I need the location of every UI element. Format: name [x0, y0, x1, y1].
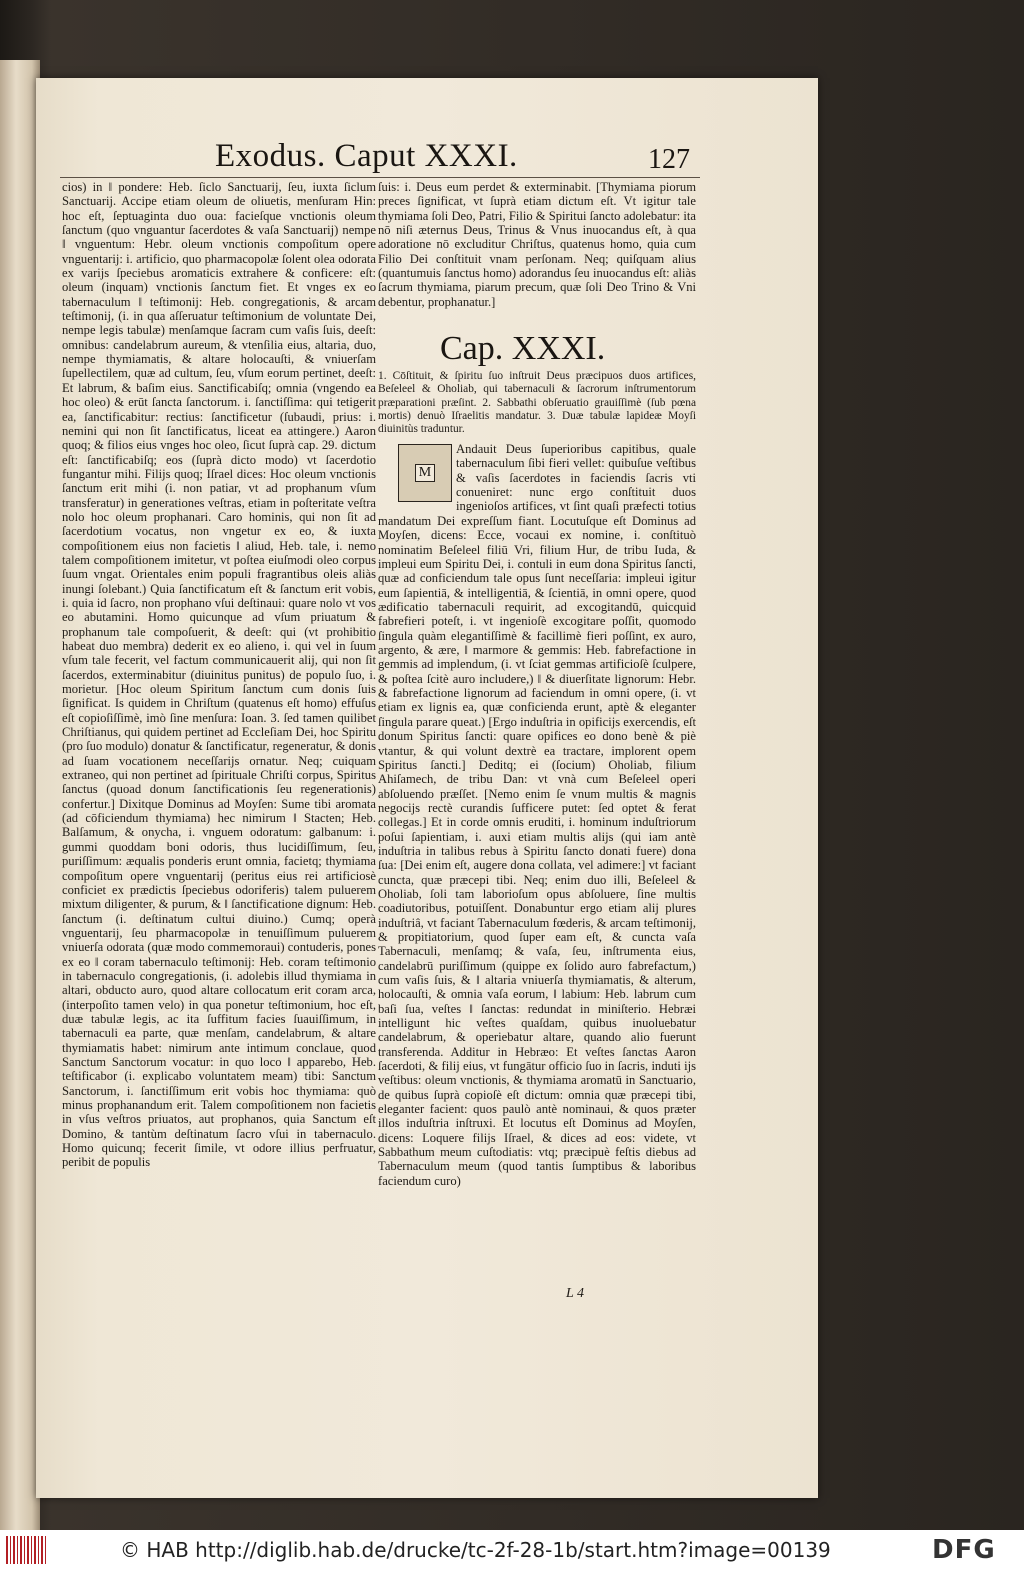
right-column-body-text: mandatum Dei expreſſum fiant. Locutuſque eſt Dominus ad Moyſen, dicens: Ecce, vocaui ex nomine, i. conſtituò nominatim Beſeleel filiū Vri, filium Hur, de tribu Iuda, & impleui eum Spiritu Dei, i. contuli in eum dona Spiritus ſancti, quæ ad conficiendum tale opus ſunt neceſſaria: impleui igitur eum ſapientiā, & intelligentiā, & ſcientiā, in omni opere, quod ædificatio tabernaculi requirit, ad excogitandū, quicquid fabrefieri poteſt, i. vt ingenioſè excogitare poſſit, quomodo ſingula quàm elegantiſſimè & facillimè fieri poſſint, ex auro, argento, & ære, ‖ marmore & gemmis: Heb. fabrefactione in gemmis ad implendum, (i. vt ſciat gemmas artificioſè ſculpere, & poſtea ſcitè auro includere,) ‖ & diuerſitate lignorum: Hebr. & fabrefactione lignorum ad faciendum in omni opere, (i. vt etiam ex lignis ea, quæ conficienda erunt, aptè & eleganter ſingula parare queat.) [Ergo induſtria in opificijs exercendis, eſt donum Spiritus ſancti: quare opifices eo dono benè & piè vtantur, & qui volunt dextrè ea tractare, implorent opem Spiritus ſancti.] Deditq; ei (ſocium) Oholiab, filium Ahiſamech, de tribu Dan: vt vnà cum Beſeleel operi abſoluendo præſſet. [Nemo enim ſe vnum multis & magnis negocijs rectè curandis ſufficere putet: ſed optet & ferat collegas.] Et in corde omnis eruditi, i. hominum induſtriorum poſui ſapientiam, i. auxi etiam multis alijs (qui iam antè induſtria in talibus rebus à Spiritu ſancto donati fuere) dona ſua: [Dei enim eſt, augere dona collata, vel adimere:] vt faciant cuncta, quæ præcepi tibi. Neq; enim duo illi, Beſeleel & Oholiab, ſoli tam laborioſum opus abſoluere, ſine multis coadiutoribus, potuiſſent. Donabuntur ergo etiam alij plures induſtriâ, vt faciant Tabernaculum fœderis, & arcam teſtimonij, & propitiatorium, quod ſuper eam eſt, & cuncta vaſa Tabernaculi, menſamq; & vaſa, ſeu, inſtrumenta eius, candelabrū puriſſimum (quippe ex ſolido auro fabrefactum,) cum vaſis ſuis, & ‖ altaria vniuerſa thymiamatis, & alterum, holocauſti, & omnia vaſa eorum, ‖ labium: Heb. labrum cum baſi ſua, veſtes ‖ ſanctas: redundat in miniſterio. Hebræi intelligunt hic veſtes quaſdam, quibus inuoluebatur candelabrum, & operiebatur altare, quando alio fuerunt transferenda. Additur in Hebræo: Et veſtes ſanctas Aaron ſacerdoti, & filij eius, vt fungātur officio ſuo in ſacris, induti ijs veſtibus: oleum vnctionis, & thymiama aromatū in Sanctuario, de quibus ſuprà copioſè eſt dictum: omnia quæ præcepi tibi, eleganter facient: quos paulò antè nominaui, & quos præter illos induſtria inſtruxi. Et locutus eſt Dominus ad Moyſen, dicens: Loquere filijs Iſrael, & dices ad eos: videte, vt Sabbathum meum cuſtodiatis: vtq; præcipuè feſtis diebus ad Tabernaculum meum (quod tantis ſumptibus & laboribus faciendum curo) [378, 514, 696, 1188]
viewer-footer [0, 1530, 1024, 1570]
left-column-text: cios) in ‖ pondere: Heb. ſiclo Sanctuarij, ſeu, iuxta ſiclum Sanctuarij. Accipe etiam oleum de oliuetis, menſuram Hin: hoc eſt, ſeptuaginta duo oua: facieſque vnctionis oleum ſanctum (quo vnguantur ſacerdotes & vaſa Sanctuarij) nempe ‖ vnguentum: Hebr. oleum vnctionis compoſitum opere vnguentarij: i. artificio, quo pharmacopolæ ſolent olea odorata ex varijs ſpeciebus aromaticis extrahere & conficere: eſt: oleum (inquam) vnctionis ſanctum fiet. Et vnges ex eo tabernaculum ‖ teſtimonij: Heb. congregationis, & arcam teſtimonij, (i. in qua aſſeruatur teſtimonium de voluntate Dei, nempe legis tabulæ) menſamque ſacram cum vaſis ſuis, deeſt: omnibus: candelabrum aureum, & vtenſilia eius, altaria, duo, nempe thymiamatis, & altare holocauſti, & vniuerſam ſupellectilem, quæ ad cultum, ſeu, vſum eorum pertinet, deeſt: Et labrum, & baſim eius. Sanctificabiſq; omnia (vngendo ea hoc oleo) & erūt ſancta ſanctorum. i. ſanctiſſima: qui tetigerit ea, ſanctificabitur: rectius: ſanctificetur (ſubaudi, prius: i. nemini qui non ſit ſanctificatus, liceat ea attingere.) Aaron quoq; & filios eius vnges hoc oleo, ſicut ſuprà cap. 29. dictum eſt: ſanctificabiſq; eos (ſuprà dicto modo) vt ſacerdotio fungantur mihi. Filijs quoq; Iſrael dices: Hoc oleum vnctionis ſanctum erit mihi (i. non patiar, vt ad prophanum vſum transferatur) in generationes veſtras, etiam in poſteritate veſtra nolo hoc oleum prophanari. Caro hominis, qui non ſit ad ſacerdotium vocatus, non vngetur ex eo, & iuxta compoſitionem eius non facietis ‖ aliud, Heb. tale, i. nemo talem compoſitionem imitetur, vt poſtea eiuſmodi oleo corpus ſuum vngat. Orientales enim populi fragrantibus oleis aliàs inungi ſolebant.) Quia ſanctificatum eſt & ſanctum erit vobis, i. quia id ſacro, non prophano vſui deſtinaui: quare nolo vt vos eo abutamini. Homo quicunque ad vſum priuatum & prophanum tale compoſuerit, & deeſt: qui (vt prohibitio habeat duo membra) dederit ex eo alieno, i. qui vel in ſuum vſum tale fecerit, vel factum communicauerit alij, qui non ſit ſacerdos, exterminabitur (diuinitus punitus) de populo ſuo, i. morietur. [Hoc oleum Spiritum ſanctum cum donis ſuis ſignificat. Is quidem in Chriſtum (quatenus eſt homo) effuſus eſt copioſiſſimè, imò ſine menſura: Ioan. 3. ſed tamen quilibet Chriſtianus, qui quidem pertinet ad Eccleſiam Dei, hoc Spiritu (pro ſuo modulo) donatur & ſanctificatur, regeneratur, & donis ad ſuam vocationem neceſſarijs ornatur. Neq; cuiquam extraneo, qui non pertinet ad ſpirituale Chriſti corpus, Spiritus ſanctus (quoad donum ſanctificationis ſeu regenerationis) confertur.] Dixitque Dominus ad Moyſen: Sume tibi aromata (ad cōficiendum thymiama) hec nimirum ‖ Stacten; Heb. Balſamum, & onycha, i. vnguem odoratum: galbanum: i. gummi quoddam boni odoris, thus lucidiſſimum, ſeu, puriſſimum: æqualis ponderis erunt omnia, facietq; thymiama compoſitum opere vnguentarij (peritus eius rei artificiosè conficiet ex prædictis ſpeciebus odoriferis) talem puluerem mixtum diligenter, & purum, & ‖ ſanctificatione dignum: Heb. ſanctum (i. deſtinatum cultui diuino.) Cumq; operà vnguentarij, ſeu pharmacopolæ in tenuiſſimum puluerem vniuerſa odorata (quæ modo commemoraui) contuderis, pones ex eo ‖ coram tabernaculo teſtimonij: Heb. coram teſtimonio in tabernaculo congregationis, (i. adolebis illud thymiama in altari, obducto auro, quod altare collocatum erit coram arca, (interpoſito tamen velo) in qua ponetur teſtimonium, hoc eſt, duæ tabulæ legis, ac ita ſuffitum facies ſuauiſſimum, in tabernaculi ea parte, quæ menſam, candelabrum, & altare thymiamatis habet: nimirum ante intimum conclaue, quod Sanctum Sanctorum vocatur: in quo loco ‖ apparebo, Heb. teſtificabor (i. explicabo voluntatem meam) tibi: Sanctum Sanctorum, i. ſanctiſſimum erit vobis hoc thymiama: quò minus prophanandum erit. Talem compoſitionem non facietis in vſus veſtros priuatos, aut prophanos, quia Sanctum eſt Domino, & tantùm deſtinatum ſacro vſui in tabernaculo. Homo quicunq; fecerit ſimile, vt odore illius perfruatur, peribit de populis [62, 180, 376, 1170]
book-edge [0, 60, 40, 1530]
header-rule [60, 177, 700, 178]
page-number: 127 [648, 144, 690, 175]
running-title: Exodus. Caput XXXI. [215, 138, 518, 174]
chapter-summary: 1. Cōſtituit, & ſpiritu ſuo inſtruit Deus præcipuos duos artifices, Beſeleel & Oholiab, qui tabernaculi & ſacrorum inſtrumentorum præparationi præſint. 2. Sabbathi obſeruatio grauiſſimè (ſub pœna mortis) denuò Iſraelitis mandatur. 3. Duæ tabulæ lapideæ Moyſi diuinitùs traduntur. [378, 370, 696, 436]
right-column-top-text: ſuis: i. Deus eum perdet & exterminabit. [Thymiama piorum preces ſignificat, vt ſuprà etiam dictum eſt. Vt igitur tale thymiama ſoli Deo, Patri, Filio & Spiritui ſancto adolebatur: ita nō niſi æternus Deus, Trinus & Vnus inuocandus eſt, à qua adoratione nō excluditur Chriſtus, quatenus homo, quia cum Filio Dei conſtituit vnam perſonam. Neq; quiſquam alius (quantumuis ſanctus homo) adorandus ſeu inuocandus eſt: aliàs ſacrum thymiama, piarum precum, quæ ſoli Deo Trino & Vni debentur, prophanatur.] [378, 180, 696, 309]
right-column-intro-text: Andauit Deus ſuperioribus capitibus, quale tabernaculum ſibi fieri vellet: quibuſue veſtibus & vaſis ſacerdotes in faciendis ſacris vti conueniret: nunc ergo conſtituit duos ingenioſos artifices, vt ſint quaſi præfecti totius [456, 442, 696, 514]
barcode-icon [6, 1536, 46, 1564]
decorated-initial [398, 444, 452, 502]
initial-letter: M [415, 464, 435, 482]
signature-mark: L 4 [566, 1286, 585, 1301]
chapter-heading: Cap. XXXI. [440, 330, 606, 367]
footer-source-link[interactable]: © HAB http://diglib.hab.de/drucke/tc-2f-28-1b/start.htm?image=00139 [120, 1538, 831, 1562]
dfg-logo: DFG [932, 1535, 996, 1565]
